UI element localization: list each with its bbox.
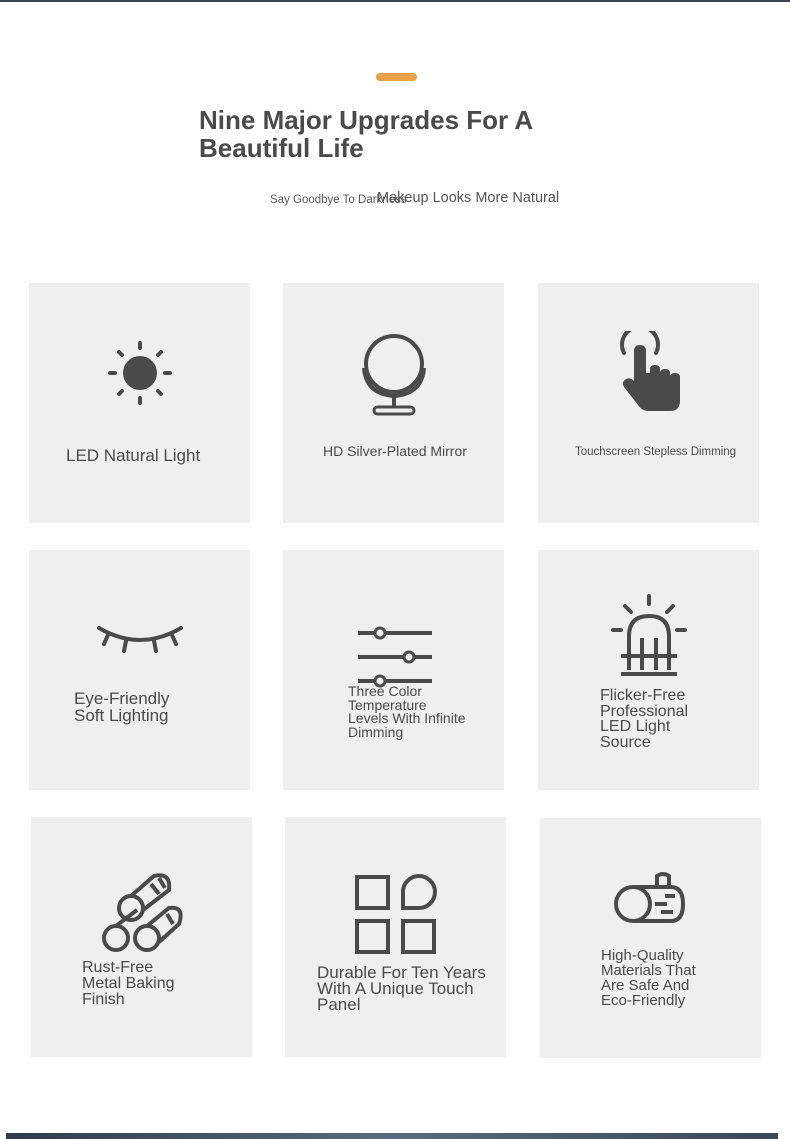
mirror-icon	[283, 323, 504, 423]
subtitle-left: Say Goodbye To Darkness	[270, 194, 407, 206]
feature-label: Durable For Ten Years With A Unique Touch Panel	[317, 963, 486, 1014]
feature-label: Eye-Friendly Soft Lighting	[74, 689, 170, 725]
feature-card-touch-panel	[285, 817, 506, 1057]
feature-label: LED Natural Light	[66, 446, 201, 465]
feature-label: Flicker-Free Professional LED Light Source	[600, 687, 689, 751]
grid-panel-icon	[285, 865, 506, 965]
feature-label: Rust-Free Metal Baking Finish	[82, 959, 175, 1008]
feature-card-mirror	[283, 283, 504, 523]
subtitle-right: Makeup Looks More Natural	[377, 190, 560, 206]
feature-card-flicker-free	[538, 550, 759, 790]
feature-label: HD Silver-Plated Mirror	[323, 443, 467, 459]
closed-eye-icon	[29, 590, 250, 690]
accent-bar	[376, 73, 417, 81]
feature-card-color-temp	[283, 550, 504, 790]
feature-card-touch	[538, 283, 759, 523]
feature-label: Touchscreen Stepless Dimming	[575, 446, 737, 458]
feature-card-eco-materials	[540, 818, 761, 1058]
feature-card-metal-finish	[31, 817, 252, 1057]
metal-pipes-icon	[31, 862, 252, 962]
alarm-light-icon	[538, 585, 759, 685]
feature-card-led-light	[29, 283, 250, 523]
feature-label: Three Color Temperature Levels With Infinite Dimming	[348, 683, 466, 740]
feature-label: High-Quality Materials That Are Safe And Eco-Friendly	[601, 947, 696, 1009]
top-divider	[0, 0, 790, 2]
feature-card-eye	[29, 550, 250, 790]
section-title: Nine Major Upgrades For A Beautiful Life	[199, 105, 533, 163]
sun-icon	[29, 323, 250, 423]
touch-hand-icon	[538, 323, 759, 423]
bottom-divider	[6, 1133, 778, 1139]
wood-log-icon	[540, 848, 761, 948]
